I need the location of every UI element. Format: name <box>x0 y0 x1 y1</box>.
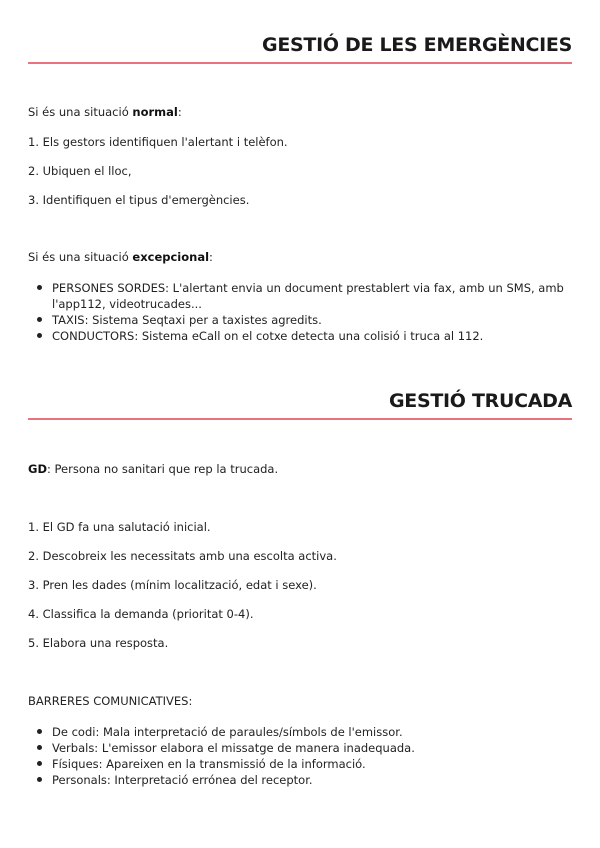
list-item: Verbals: L'emissor elabora el missatge de manera inadequada. <box>28 740 573 756</box>
emergency-step-1: 1. Els gestors identifiquen l'alertant i telèfon. <box>28 135 288 149</box>
list-item: CONDUCTORS: Sistema eCall on el cotxe detecta una colisió i truca al 112. <box>28 328 573 344</box>
exceptional-prefix: Si és una situació <box>28 250 133 264</box>
list-item: PERSONES SORDES: L'alertant envia un document prestablert via fax, amb un SMS, amb l'app112, videotrucades... <box>28 280 573 312</box>
emergency-step-3: 3. Identifiquen el tipus d'emergències. <box>28 193 250 207</box>
call-step-4: 4. Classifica la demanda (prioritat 0-4). <box>28 607 254 621</box>
normal-situation-label <box>28 105 182 119</box>
emergency-step-2: 2. Ubiquen el lloc, <box>28 164 132 178</box>
normal-bold: normal <box>132 105 178 119</box>
list-item: De codi: Mala interpretació de paraules/símbols de l'emissor. <box>28 724 573 740</box>
exceptional-bold: excepcional <box>132 250 210 264</box>
gd-bold: GD <box>28 462 47 476</box>
gd-definition <box>28 462 278 476</box>
call-step-3: 3. Pren les dades (mínim localització, edat i sexe). <box>28 578 317 592</box>
list-item: TAXIS: Sistema Seqtaxi per a taxistes agredits. <box>28 312 573 328</box>
list-item: Personals: Interpretació errónea del receptor. <box>28 772 573 788</box>
call-step-2: 2. Descobreix les necessitats amb una escolta activa. <box>28 549 337 563</box>
barriers-title: BARRERES COMUNICATIVES: <box>28 694 193 708</box>
normal-prefix: Si és una situació <box>28 105 133 119</box>
section-title-call: GESTIÓ TRUCADA <box>28 390 572 420</box>
normal-suffix: : <box>177 105 182 119</box>
section-title-emergencies: GESTIÓ DE LES EMERGÈNCIES <box>28 34 572 64</box>
exceptional-suffix: : <box>209 250 213 264</box>
call-step-5: 5. Elabora una resposta. <box>28 636 169 650</box>
exceptional-bullet-list <box>28 280 573 344</box>
call-step-1: 1. El GD fa una salutació inicial. <box>28 520 211 534</box>
exceptional-situation-label <box>28 250 213 264</box>
barriers-bullet-list <box>28 724 573 788</box>
gd-text: : Persona no sanitari que rep la trucada. <box>47 462 279 476</box>
list-item: Físiques: Apareixen en la transmissió de la informació. <box>28 756 573 772</box>
